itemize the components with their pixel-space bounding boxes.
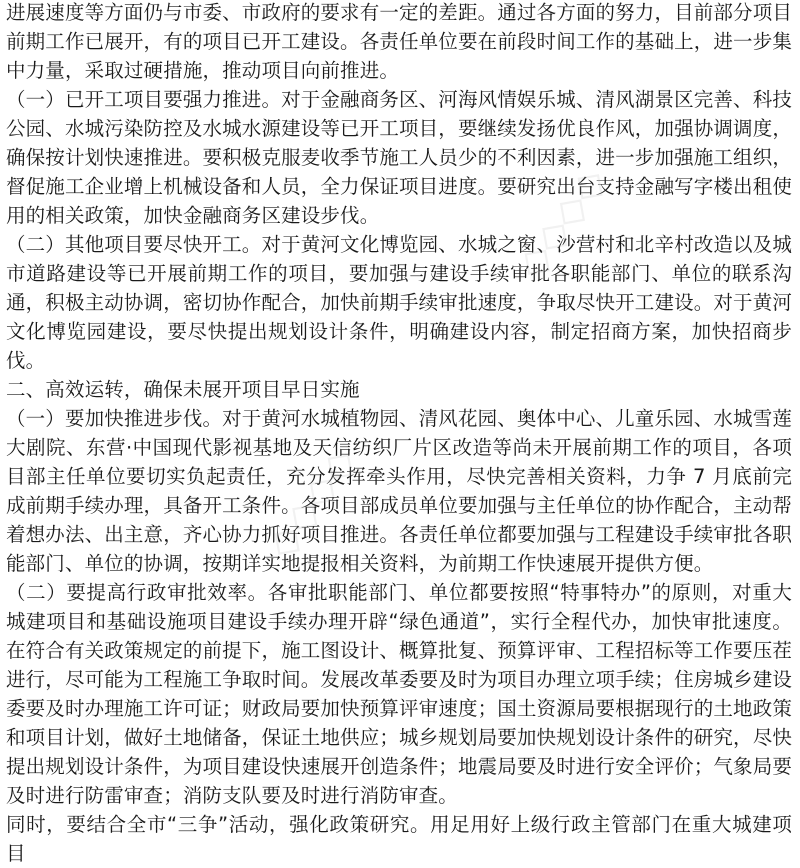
- paragraph-approval-efficiency: （二）要提高行政审批效率。各审批职能部门、单位都要按照“特事特办”的原则，对重大城建项目和基础设施项目建设手续办理开辟“绿色通道”，实行全程代办，加快审批速度。在符合有关政策规定的前提下，施工图设计、概算批复、预算评审、工程招标等工作要压茬进行，尽可能为工程施工争取时间。发展改革委要及时为项目办理立项手续；住房城乡建设委要及时办理施工许可证；财政局要加快预算评审速度；国土资源局要根据现行的土地政策和项目计划，做好土地储备，保证土地供应；城乡规划局要加快规划设计条件的研究，尽快提出规划设计条件，为项目建设快速展开创造条件；地震局要及时进行安全评价；气象局要及时进行防雷审查；消防支队要及时进行消防审查。: [6, 581, 793, 807]
- watermark-mark: ◇◇◇◇: [257, 439, 366, 567]
- paragraph-other-projects: （二）其他项目要尽快开工。对于黄河文化博览园、水城之窗、沙营村和北辛村改造以及城市道路建设等已开展前期工作的项目，要加强与建设手续审批各职能部门、单位的联系沟通，积极主动协调，密切协作配合，加快前期手续审批速度，争取尽快开工建设。对于黄河文化博览园建设，要尽快提出规划设计条件，明确建设内容，制定招商方案，加快招商步伐。: [6, 233, 793, 372]
- paragraph-started-projects: （一）已开工项目要强力推进。对于金融商务区、河海风情娱乐城、清风湖景区完善、科技公园、水城污染防控及水城水源建设等已开工项目，要继续发扬优良作风，加强协调调度，确保按计划快速推进。要积极克服麦收季节施工人员少的不利因素，进一步加强施工组织，督促施工企业增上机械设备和人员，全力保证项目进度。要研究出台支持金融写字楼出租使用的相关政策，加快金融商务区建设步伐。: [6, 88, 793, 227]
- paragraph-accelerate: （一）要加快推进步伐。对于黄河水城植物园、清风花园、奥体中心、儿童乐园、水城雪莲大剧院、东营·中国现代影视基地及天信纺织厂片区改造等尚未开展前期工作的项目，各项目部主任单位要切实负起责任，充分发挥牵头作用，尽快完善相关资料，力争 7 月底前完成前期手续办理，具备开工条件。各项目部成员单位要加强与主任单位的协作配合，主动帮着想办法、出主意，齐心协力抓好项目推进。各责任单位都要加强与工程建设手续审批各职能部门、单位的协调，按期详实地提报相关资料，为前期工作快速展开提供方便。: [6, 407, 793, 575]
- document-body: [6, 0, 792, 868]
- watermark-mark: ◇◇◇◇: [507, 159, 616, 287]
- paragraph-three-contests: 同时，要结合全市“三争”活动，强化政策研究。用足用好上级行政主管部门在重大城建项目: [6, 813, 792, 865]
- paragraph-intro: 进展速度等方面仍与市委、市政府的要求有一定的差距。通过各方面的努力，目前部分项目前期工作已展开，有的项目已开工建设。各责任单位要在前段时间工作的基础上，进一步集中力量，采取过硬措施，推动项目向前推进。: [6, 1, 793, 82]
- section-heading-2: 二、高效运转，确保未展开项目早日实施: [6, 378, 360, 401]
